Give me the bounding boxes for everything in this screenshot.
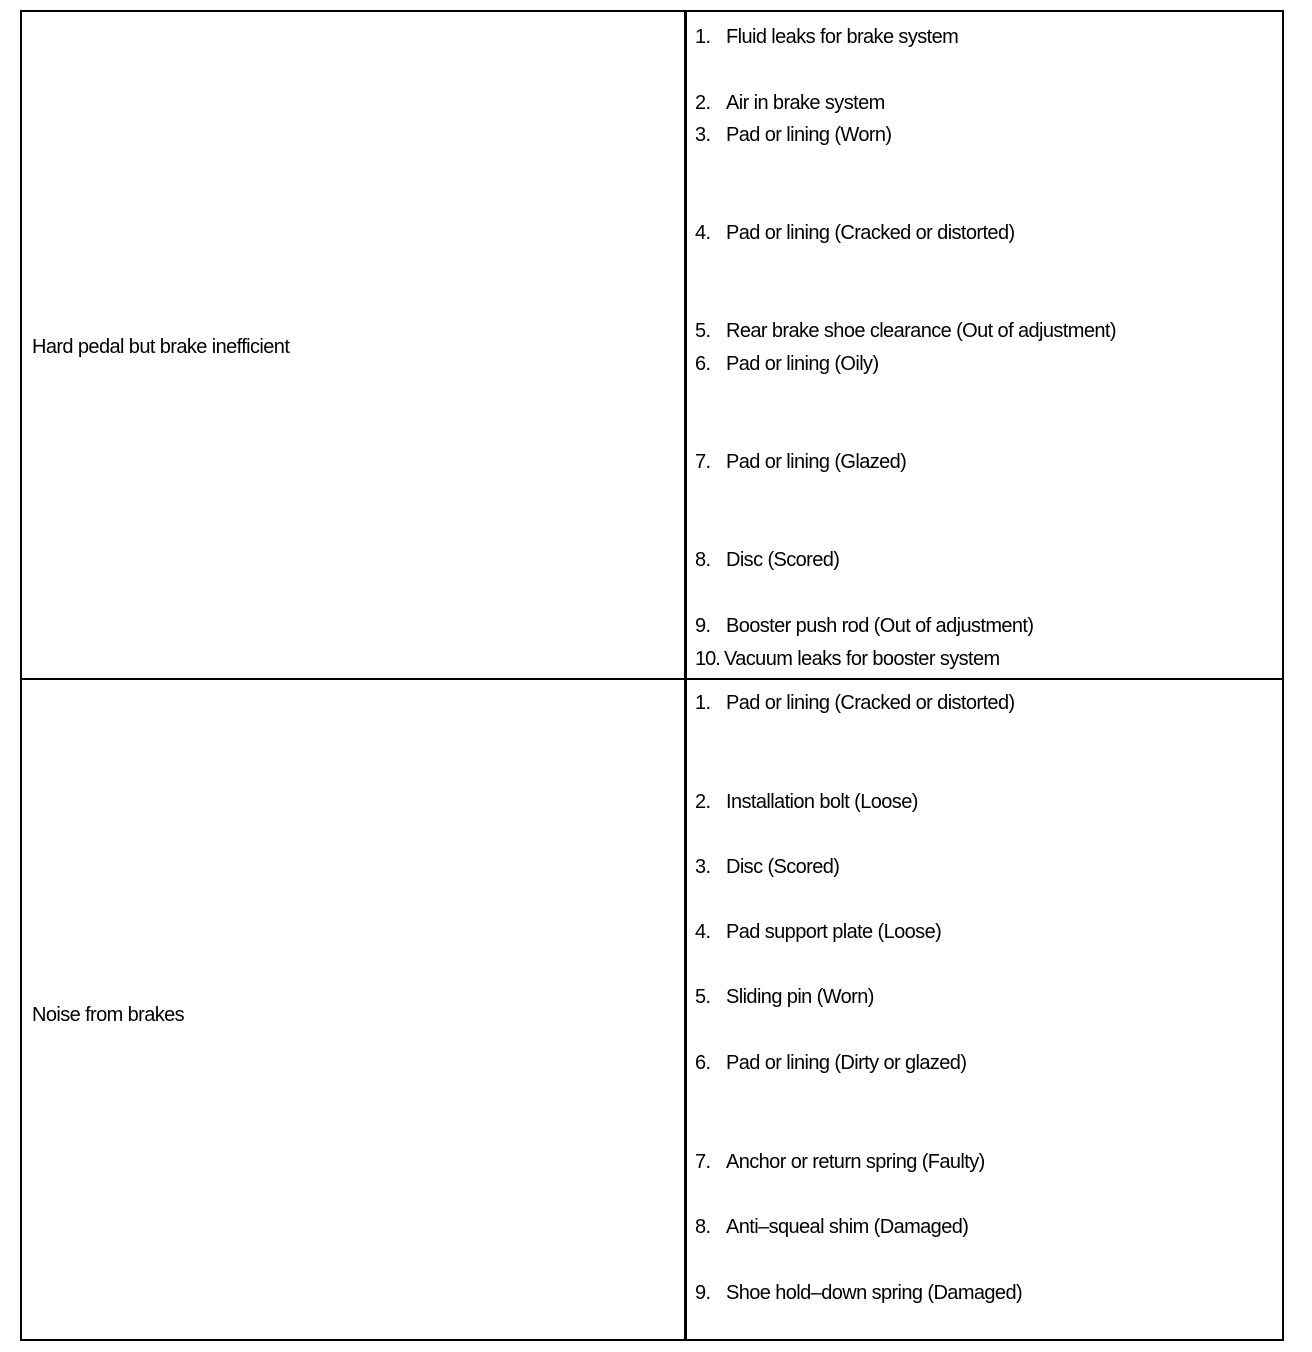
cause-text: Installation bolt (Loose) — [726, 791, 918, 813]
cause-number: 8. — [695, 549, 711, 571]
cause-number: 9. — [695, 615, 711, 637]
cause-text: Pad support plate (Loose) — [726, 921, 942, 943]
cause-text: Shoe hold–down spring (Damaged) — [726, 1282, 1023, 1304]
cause-item — [695, 320, 1116, 343]
cause-item — [695, 222, 1015, 245]
column-divider — [684, 680, 687, 1341]
cause-text: Pad or lining (Worn) — [726, 124, 892, 146]
cause-number: 5. — [695, 986, 711, 1008]
column-divider — [684, 12, 687, 678]
cause-number: 1. — [695, 26, 711, 48]
cause-item — [695, 986, 874, 1009]
cause-number: 5. — [695, 320, 711, 342]
cause-text: Sliding pin (Worn) — [726, 986, 874, 1008]
cause-text: Pad or lining (Dirty or glazed) — [726, 1052, 967, 1074]
cause-text: Air in brake system — [726, 92, 885, 114]
cause-number: 2. — [695, 791, 711, 813]
cause-item — [695, 549, 839, 572]
cause-text: Pad or lining (Cracked or distorted) — [726, 692, 1015, 714]
symptom-cell: Hard pedal but brake inefficient — [32, 336, 290, 358]
cause-item — [695, 26, 958, 49]
cause-item — [695, 1052, 966, 1075]
cause-text: Booster push rod (Out of adjustment) — [726, 615, 1034, 637]
cause-item — [695, 451, 906, 474]
cause-text: Rear brake shoe clearance (Out of adjustment) — [726, 320, 1116, 342]
cause-number: 7. — [695, 451, 711, 473]
cause-number: 9. — [695, 1282, 711, 1304]
cause-item — [695, 692, 1015, 715]
cause-number: 6. — [695, 353, 711, 375]
cause-text: Disc (Scored) — [726, 549, 840, 571]
cause-item — [695, 648, 1000, 671]
cause-text: Pad or lining (Cracked or distorted) — [726, 222, 1015, 244]
cause-text: Anchor or return spring (Faulty) — [726, 1151, 985, 1173]
cause-item — [695, 615, 1033, 638]
cause-item — [695, 353, 879, 376]
cause-item — [695, 856, 839, 879]
cause-text: Fluid leaks for brake system — [726, 26, 959, 48]
cause-text: Disc (Scored) — [726, 856, 840, 878]
table-row — [22, 678, 1282, 1341]
cause-item — [695, 92, 885, 115]
cause-number: 7. — [695, 1151, 711, 1173]
cause-item — [695, 1282, 1022, 1305]
cause-number: 8. — [695, 1216, 711, 1238]
cause-text: Anti–squeal shim (Damaged) — [726, 1216, 969, 1238]
table-row — [22, 12, 1282, 678]
cause-text: Pad or lining (Glazed) — [726, 451, 907, 473]
cause-item — [695, 791, 918, 814]
cause-number: 4. — [695, 222, 711, 244]
symptom-cell: Noise from brakes — [32, 1004, 185, 1026]
cause-text: Vacuum leaks for booster system — [724, 648, 1000, 670]
cause-item — [695, 921, 941, 944]
cause-number: 4. — [695, 921, 711, 943]
cause-number: 3. — [695, 856, 711, 878]
troubleshooting-table — [20, 10, 1284, 1341]
cause-item — [695, 1216, 968, 1239]
cause-number: 1. — [695, 692, 711, 714]
cause-number: 10. — [695, 648, 720, 670]
cause-number: 2. — [695, 92, 711, 114]
cause-item — [695, 124, 891, 147]
cause-text: Pad or lining (Oily) — [726, 353, 879, 375]
cause-item — [695, 1151, 985, 1174]
cause-number: 6. — [695, 1052, 711, 1074]
cause-number: 3. — [695, 124, 711, 146]
